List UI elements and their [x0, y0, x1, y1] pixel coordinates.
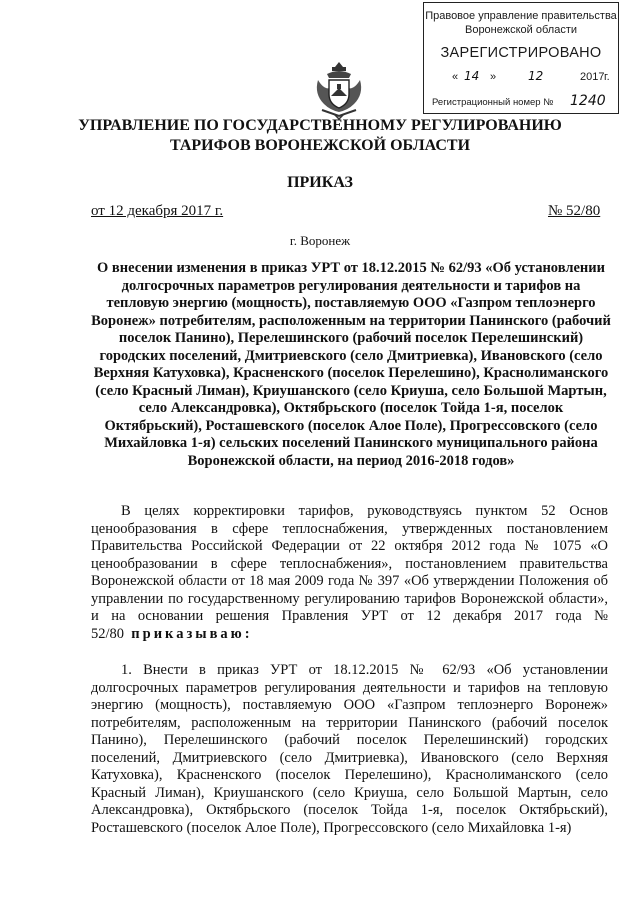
preamble-text: В целях корректировки тарифов, руководствуясь пунктом 52 Основ ценообразования в сфере теплоснабжения, утвержденных постановлением Правительства Российской Федерации от 22 октября 2012 года № 1075 «О ценообразовании в сфере теплоснабжения», постановлением правительства Воронежской области от 18 мая 2009 года № 397 «Об утверждении Положения об управлении по государственному регулированию тарифов Воронежской области», и на основании решения Правления УРТ от 12 декабря 2017 года № 52/80 — [91, 503, 608, 642]
stamp-reg-number-label: Регистрационный номер № — [432, 97, 554, 108]
doc-city: г. Воронеж — [289, 233, 351, 248]
order-word: приказываю: — [131, 625, 253, 642]
stamp-org-line2: Воронежской области — [464, 24, 577, 36]
registration-stamp — [423, 2, 619, 114]
doc-heading: О внесении изменения в приказ УРТ от 18.12.2015 № 62/93 «Об установлении долгосрочных параметров регулирования деятельности и тарифов на тепловую энергию (мощность), поставляемую ООО «Газпром теплоэнерго Воронеж» потребителям, расположенным на территории Панинского (рабочий поселок Панино), Перелешинского (рабочий поселок Перелешинский) городских поселений, Дмитриевского (село Дмитриевка), Ивановского (село Верхняя Катуховка), Красненского (поселок Перелешино), Краснолиманского (село Красный Лиман), Криушанского (село Криуша, село Большой Мартын, село Александровка), Октябрьского (поселок Тойда 1-я, поселок Октябрьский), Росташевского (поселок Алое Поле), Прогрессовского (село Михайловка 1-я) сельских поселений Панинского муниципального района Воронежской области, на период 2016-2018 годов» — [91, 260, 611, 469]
stamp-date-year: 2017 — [580, 71, 605, 83]
stamp-org-line1: Правовое управление правительства — [425, 10, 617, 22]
org-title-line2: ТАРИФОВ ВОРОНЕЖСКОЙ ОБЛАСТИ — [169, 137, 471, 154]
stamp-reg-number-row — [432, 95, 617, 111]
preamble-paragraph — [91, 503, 608, 643]
stamp-date-open-quote: « — [452, 71, 459, 83]
stamp-date — [446, 71, 616, 87]
stamp-date-mid-quote: » — [490, 71, 497, 83]
stamp-reg-number: 1240 — [570, 93, 606, 109]
stamp-date-month: 12 — [528, 69, 544, 83]
stamp-registered: ЗАРЕГИСТРИРОВАНО — [440, 45, 602, 61]
stamp-date-day: 14 — [464, 69, 480, 83]
doc-number: № 52/80 — [548, 203, 601, 219]
doc-type: ПРИКАЗ — [287, 174, 353, 191]
doc-date: от 12 декабря 2017 г. — [91, 203, 224, 219]
org-title-line1: УПРАВЛЕНИЕ ПО ГОСУДАРСТВЕННОМУ РЕГУЛИРОВАНИЮ — [78, 117, 562, 134]
voronezh-coat-of-arms-icon — [312, 60, 366, 120]
item-1-paragraph: 1. Внести в приказ УРТ от 18.12.2015 № 62/93 «Об установлении долгосрочных параметров регулирования деятельности и тарифов на тепловую энергию (мощность), поставляемую ООО «Газпром теплоэнерго Воронеж» потребителям, расположенным на территории Панинского (рабочий поселок Панино), Перелешинского (рабочий поселок Перелешинский) городских поселений, Дмитриевского (село Дмитриевка), Ивановского (село Верхняя Катуховка), Красненского (поселок Перелешино), Краснолиманского (село Красный Лиман), Криушанского (село Криуша, село Большой Мартын, село Александровка), Октябрьского (поселок Тойда 1-я, поселок Октябрьский), Росташевского (поселок Алое Поле), Прогрессовского (село Михайловка 1-я) — [91, 662, 608, 836]
stamp-date-year-suffix: г. — [604, 71, 610, 83]
